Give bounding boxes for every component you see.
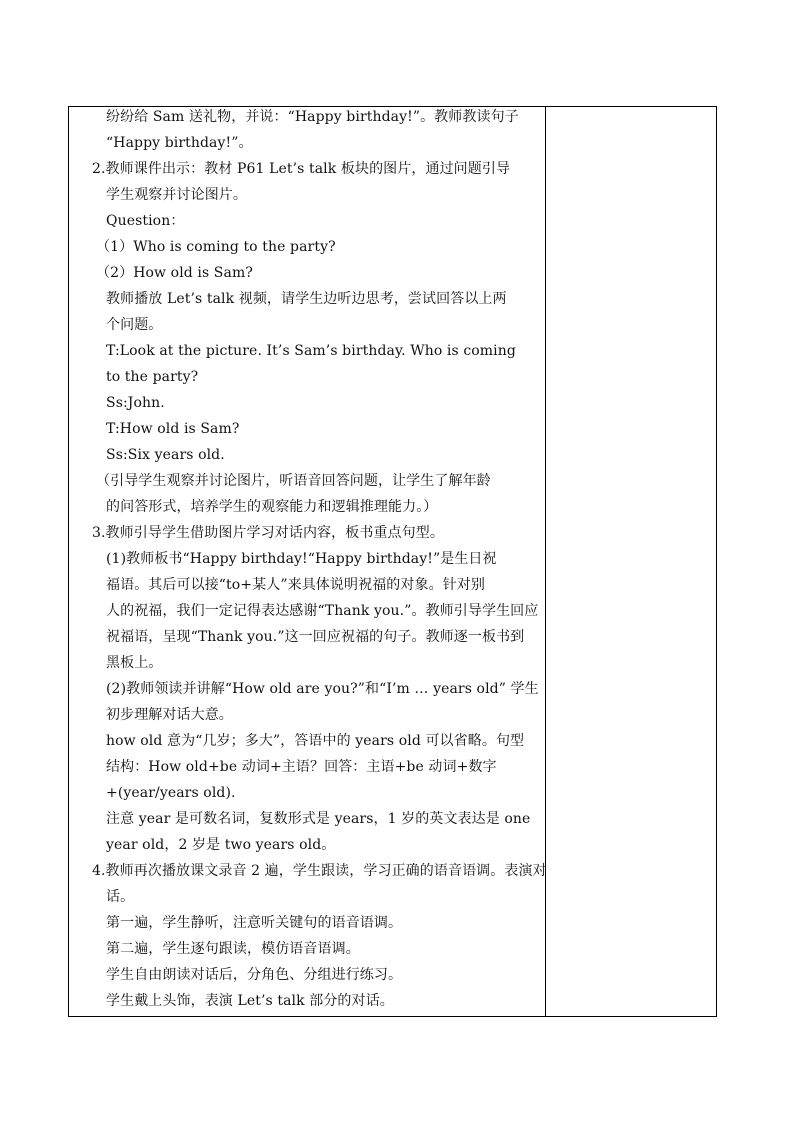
lesson-line: T:Look at the picture. It’s Sam’s birthday. Who is coming: [106, 343, 516, 359]
lesson-line: how old 意为“几岁；多大”，答语中的 years old 可以省略。句型: [106, 733, 525, 749]
lesson-line: (2)教师领读并讲解“How old are you?”和“I’m … years old” 学生: [106, 681, 539, 697]
lesson-line: 学生戴上头饰，表演 Let’s talk 部分的对话。: [106, 993, 394, 1009]
lesson-line: Ss:John.: [106, 395, 165, 411]
lesson-line: 话。: [106, 889, 135, 905]
lesson-line: （1）Who is coming to the party?: [96, 239, 336, 255]
lesson-line: 注意 year 是可数名词，复数形式是 years，1 岁的英文表达是 one: [106, 811, 531, 827]
lesson-line: 的问答形式，培养学生的观察能力和逻辑推理能力。）: [106, 499, 438, 515]
lesson-line: “Happy birthday!”。: [106, 135, 253, 151]
column-divider: [545, 106, 546, 1017]
lesson-line: 结构：How old+be 动词+主语？回答：主语+be 动词+数字: [106, 759, 497, 775]
lesson-line: 第一遍，学生静听，注意听关键句的语音语调。: [106, 915, 403, 931]
lesson-line: 祝福语，呈现“Thank you.”这一回应祝福的句子。教师逐一板书到: [106, 629, 525, 645]
lesson-line: 个问题。: [106, 317, 163, 333]
lesson-line: year old，2 岁是 two years old。: [106, 837, 336, 853]
lesson-line: 纷纷给 Sam 送礼物，并说：“Happy birthday!”。教师教读句子: [106, 109, 519, 125]
lesson-line: 学生自由朗读对话后，分角色、分组进行练习。: [106, 967, 403, 983]
lesson-line: 学生观察并讨论图片。: [106, 187, 247, 203]
lesson-line: 福语。其后可以接“to+某人”来具体说明祝福的对象。针对别: [106, 577, 485, 593]
lesson-line: （引导学生观察并讨论图片，听语音回答问题，让学生了解年龄: [96, 473, 491, 489]
lesson-line: +(year/years old).: [106, 785, 236, 801]
lesson-line: 人的祝福，我们一定记得表达感谢“Thank you.”。教师引导学生回应: [106, 603, 539, 619]
lesson-line: 3.教师引导学生借助图片学习对话内容，板书重点句型。: [92, 525, 444, 541]
lesson-line: 2.教师课件出示：教材 P61 Let’s talk 板块的图片，通过问题引导: [92, 161, 511, 177]
lesson-line: （2）How old is Sam?: [96, 265, 253, 281]
lesson-line: 4.教师再次播放课文录音 2 遍，学生跟读，学习正确的语音语调。表演对: [92, 863, 547, 879]
lesson-line: 黑板上。: [106, 655, 163, 671]
lesson-line: T:How old is Sam?: [106, 421, 240, 437]
lesson-line: 教师播放 Let’s talk 视频，请学生边听边思考，尝试回答以上两: [106, 291, 507, 307]
lesson-line: (1)教师板书“Happy birthday!“Happy birthday!”是生日祝: [106, 551, 497, 567]
lesson-line: 第二遍，学生逐句跟读，模仿语音语调。: [106, 941, 360, 957]
lesson-line: Ss:Six years old.: [106, 447, 225, 463]
lesson-line: to the party?: [106, 369, 199, 385]
lesson-line: Question：: [106, 213, 185, 229]
lesson-line: 初步理解对话大意。: [106, 707, 233, 723]
